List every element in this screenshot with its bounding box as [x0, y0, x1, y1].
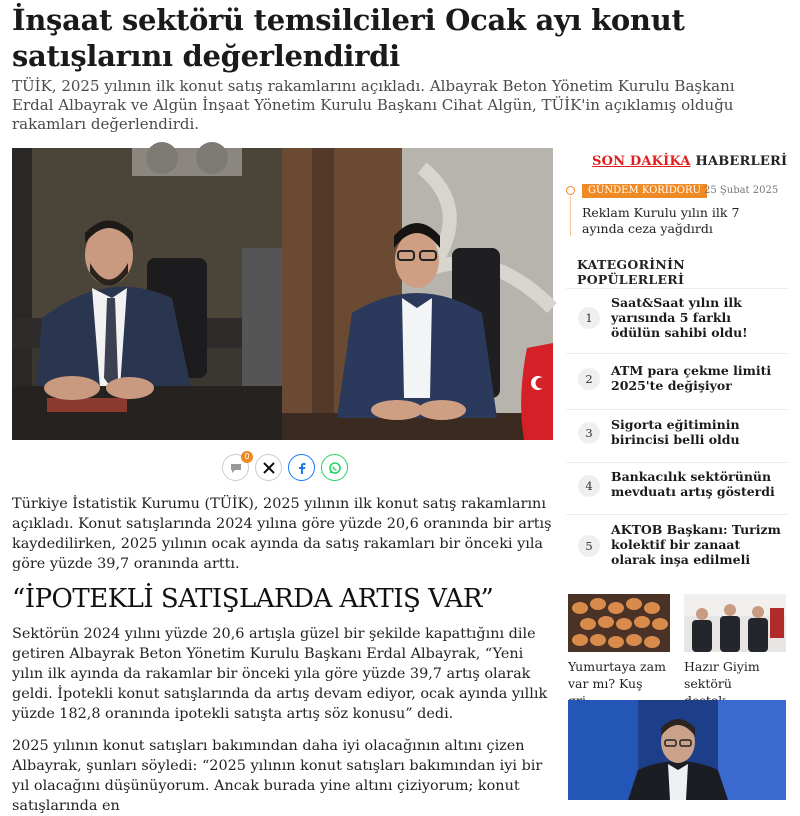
news-thumbnail-eggs[interactable]: [568, 594, 670, 652]
article-title: İnşaat sektörü temsilcileri Ocak ayı konut satışlarını değerlendirdi: [12, 3, 685, 73]
share-facebook-button[interactable]: [288, 454, 315, 481]
article-paragraph: Türkiye İstatistik Kurumu (TÜİK), 2025 yılının ilk konut satış rakamlarını açıkladı. Konut satışlarında 2024 yılına göre yüzde 20,6 oranında bir artış kaydedilirken, 2025 yılının ocak ayında da satış rakamları bir önceki yıla göre yüzde 39,7 oranında arttı.: [12, 496, 552, 572]
popular-item-number: 3: [578, 422, 600, 444]
comment-icon: [229, 461, 243, 475]
popular-item-number: 5: [578, 535, 600, 557]
whatsapp-icon: [328, 461, 342, 475]
article-hero-image: [12, 148, 553, 440]
breaking-news-link[interactable]: Reklam Kurulu yılın ilk 7 ayında ceza yağdırdı: [582, 205, 740, 236]
official-portrait-image: [568, 700, 786, 800]
comment-count-badge: 0: [241, 451, 253, 463]
popular-item-number: 4: [578, 475, 600, 497]
popular-item-number: 1: [578, 307, 600, 329]
share-x-button[interactable]: [255, 454, 282, 481]
popular-item-title: Saat&Saat yılın ilk yarısında 5 farklı ödülün sahibi oldu!: [611, 295, 748, 340]
eggs-image: [568, 594, 670, 652]
popular-item[interactable]: [566, 462, 788, 512]
share-whatsapp-button[interactable]: [321, 454, 348, 481]
breaking-news-title-red: SON DAKİKA: [592, 154, 691, 169]
apparel-event-image: [684, 594, 786, 652]
popular-item-number: 2: [578, 368, 600, 390]
breaking-news-category-tag[interactable]: GÜNDEM KORİDORU: [582, 184, 707, 198]
popular-item-title: AKTOB Başkanı: Turizm kolektif bir zanaat olarak inşa edilmeli: [611, 522, 781, 567]
news-thumbnail-minister[interactable]: [568, 700, 786, 800]
news-thumbnail-caption[interactable]: Hazır Giyim sektörü: [684, 659, 760, 691]
timeline-dot: [566, 186, 575, 195]
article-lead: TÜİK, 2025 yılının ilk konut satış rakamlarını açıkladı. Albayrak Beton Yönetim Kurulu Başkanı Erdal Albayrak ve Algün İnşaat Yönetim Kurulu Başkanı Cihat Algün, TÜİK'in açıklamış olduğu rakamları değerlendirdi.: [12, 77, 735, 133]
breaking-news-date: 25 Şubat 2025: [704, 185, 779, 196]
news-thumbnail-caption[interactable]: Yumurtaya zam var mı? Kuş: [568, 659, 666, 691]
breaking-news-title[interactable]: [592, 154, 787, 169]
popular-item[interactable]: [566, 514, 788, 580]
popular-item-title: Bankacılık sektörünün mevduatı artış gösterdi: [611, 469, 775, 499]
popular-section-title: KATEGORİNİN POPÜLERLERİ: [577, 257, 685, 287]
popular-item-title: ATM para çekme limiti 2025'te değişiyor: [611, 363, 772, 393]
popular-item-title: Sigorta eğitiminin birincisi belli oldu: [611, 417, 740, 447]
article-paragraph: Sektörün 2024 yılını yüzde 20,6 artışla güzel bir şekilde kapattığını dile getiren Albayrak Beton Yönetim Kurulu Başkanı Erdal Albayrak, “Yeni yılın ilk ayında da rakamlar bir önceki yıla göre yüzde 39,7 artış olarak geldi. İpotekli konut satışlarında da artış devam ediyor, ocak ayında yıllık yüzde 182,8 oranında ipotekli satışta artış söz konusu” dedi.: [12, 626, 548, 722]
popular-item[interactable]: [566, 288, 788, 338]
x-icon: [262, 461, 276, 475]
popular-item[interactable]: [566, 409, 788, 459]
facebook-icon: [295, 461, 309, 475]
popular-item[interactable]: [566, 353, 788, 403]
timeline-line: [570, 196, 571, 236]
article-paragraph: 2025 yılının konut satışları bakımından daha iyi olacağının altını çizen Albayrak, şunları söyledi: “2025 yılının konut satışları bakımından iyi bir yıl olacağını düşünüyorum. Ancak burada yine altını çiziyorum; konut satışlarında en: [12, 738, 543, 814]
comment-button[interactable]: [222, 454, 249, 481]
article-subheading: “İPOTEKLİ SATIŞLARDA ARTIŞ VAR”: [12, 584, 494, 614]
share-bar: [222, 454, 348, 481]
breaking-news-title-dark: HABERLERİ: [695, 154, 788, 169]
news-thumbnail-apparel[interactable]: [684, 594, 786, 652]
